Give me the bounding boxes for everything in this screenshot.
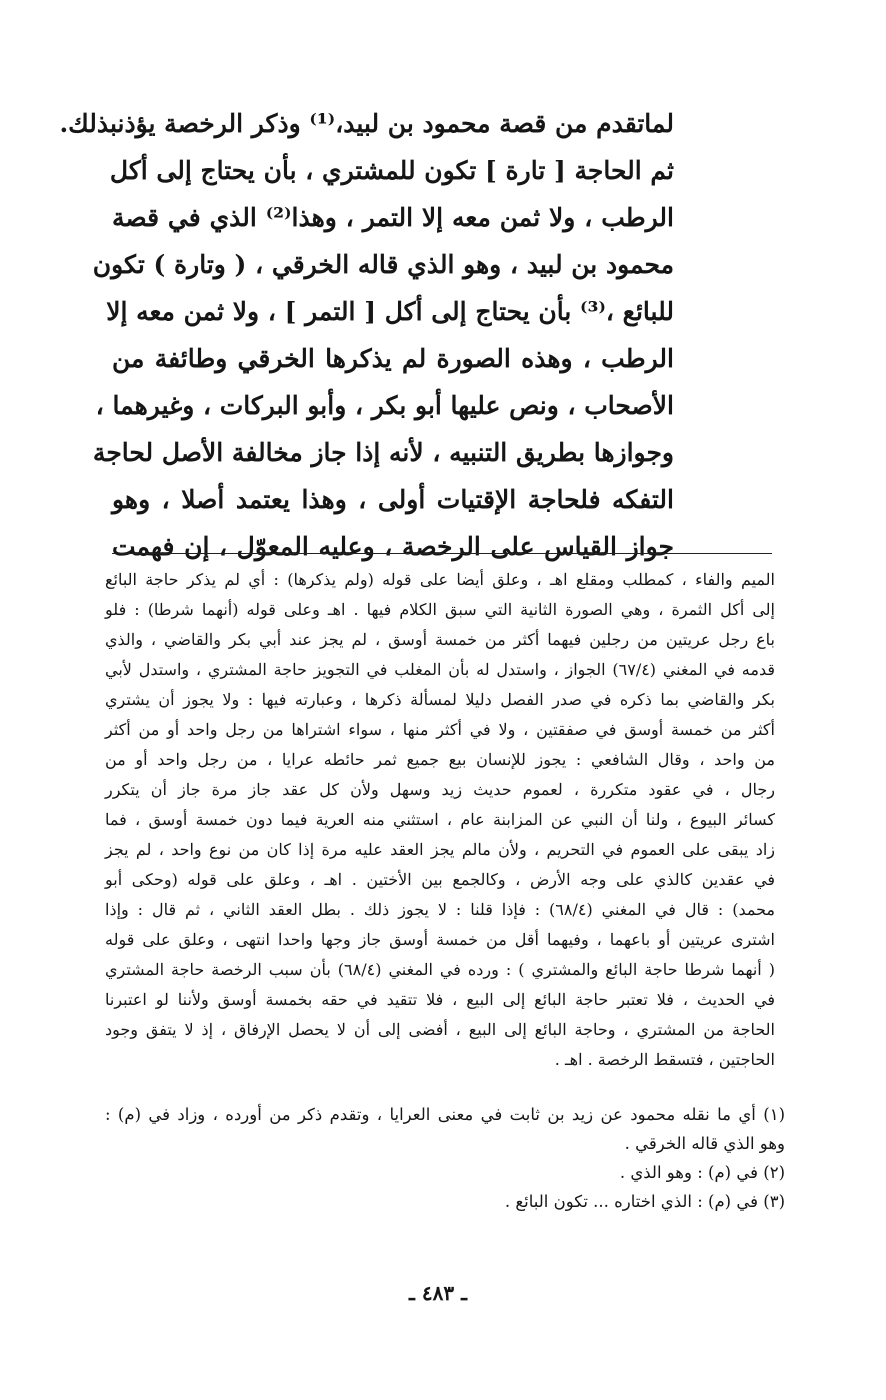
note-line: باع رجل عريتين من رجلين فيهما أكثر من خمسة أوسق ، لم يجز عند أبي بكر والقاضي ، والذي <box>105 630 775 649</box>
note-line: زاد يبقى على العموم في التحريم ، ولأن مالم يجز العقد عليه مرة إذا كان من نوع واحد ، لم يجز <box>105 840 775 859</box>
footnote-3: (٣) في (م) : الذي اختاره ... تكون البائع . <box>504 1192 785 1211</box>
main-text-line: وجوازها بطريق التنبيه ، لأنه إذا جاز مخالفة الأصل لحاجة <box>92 438 674 467</box>
note-line: في الحديث ، فلا تعتبر حاجة البائع إلى البيع ، فلا تتقيد في حقه بخمسة أوسق ولأننا لو اعتبرنا <box>105 990 775 1009</box>
main-text-line: للبائع ،⁽³⁾ بأن يحتاج إلى أكل [ التمر ] ، ولا ثمن معه إلا <box>106 297 674 326</box>
main-text-line: ثم الحاجة [ تارة ] تكون للمشتري ، بأن يحتاج إلى أكل <box>109 156 674 185</box>
main-text-line: محمود بن لبيد ، وهو الذي قاله الخرقي ، ( وتارة ) تكون <box>92 250 674 279</box>
note-line: قدمه في المغني (٦٧/٤) الجواز ، واستدل له بأن المغلب في التجويز حاجة المشتري ، واستدل لأبي <box>105 660 776 679</box>
note-line: في عقدين كالذي على وجه الأرض ، وكالجمع بين الأختين . اهـ ، وعلق على قوله (وحكى أبو <box>105 870 775 889</box>
main-text-block <box>59 100 674 570</box>
note-line: الحاجتين ، فتسقط الرخصة . اهـ . <box>554 1050 775 1069</box>
main-text-line: الرطب ، وهذه الصورة لم يذكرها الخرقي وطائفة من <box>112 344 674 373</box>
note-line: محمد) : قال في المغني (٦٨/٤) : فإذا قلنا : لا يجوز ذلك . بطل العقد الثاني ، ثم قال : وإذا <box>105 900 775 919</box>
page-number: ـ ٤٨٣ ـ <box>409 1281 467 1305</box>
footnotes-block <box>105 1100 785 1216</box>
note-line: كسائر البيوع ، ولنا أن النبي عن المزابنة عام ، استثني منه العرية فيما دون خمسة أوسق ، فما <box>105 810 775 829</box>
main-text-line: التفكه فلحاجة الإقتيات أولى ، وهذا يعتمد أصلا ، وهو <box>112 485 674 514</box>
note-line: رجال ، في عقود متكررة ، لعموم حديث زيد وسهل ولأن كل عقد جاز مرة جاز أن يتكرر <box>105 780 775 799</box>
note-line: الميم والفاء ، كمطلب ومقلع اهـ ، وعلق أيضا على قوله (ولم يذكرها) : أي لم يذكر حاجة البائع <box>105 570 775 589</box>
main-text-line: جواز القياس على الرخصة ، وعليه المعوّل ، إن فهمت <box>112 532 674 561</box>
note-line: إلى أكل الثمرة ، وهي الصورة الثانية التي سبق الكلام فيها . اهـ وعلى قوله (أنهما شرطا) : فلو <box>105 600 775 619</box>
footnote-1-continuation: وهو الذي قاله الخرقي . <box>624 1134 785 1153</box>
note-line: من واحد ، وقال الشافعي : يجوز للإنسان بيع جميع ثمر حائطه عرايا ، من رجل واحد أو من <box>105 750 775 769</box>
main-text-line: لماتقدم من قصة محمود بن لبيد،⁽¹⁾ وذكر الرخصة يؤذنبذلك. <box>59 109 674 138</box>
footnote-1: (١) أي ما نقله محمود عن زيد بن ثابت في معنى العرايا ، وتقدم ذكر من أورده ، وزاد في (م) : <box>105 1105 785 1124</box>
footnote-2: (٢) في (م) : وهو الذي . <box>619 1163 785 1182</box>
main-text-line: الرطب ، ولا ثمن معه إلا التمر ، وهذا⁽²⁾ الذي في قصة <box>112 203 674 232</box>
commentary-notes-block <box>105 565 775 1075</box>
note-line: ( أنهما شرطا حاجة البائع والمشتري ) : ورده في المغني (٦٨/٤) بأن سبب الرخصة حاجة المشتري <box>105 960 775 979</box>
note-line: الحاجة من المشتري ، وحاجة البائع إلى البيع ، أفضى إلى أن لا يحصل الإرفاق ، إذ لا يتفق وجود <box>105 1020 775 1039</box>
main-text-line: الأصحاب ، ونص عليها أبو بكر ، وأبو البركات ، وغيرهما ، <box>95 391 674 420</box>
note-line: بكر والقاضي بما ذكره في صدر الفصل دليلا لمسألة ذكرها ، وعبارته فيها : ولا يجوز أن يشتري <box>105 690 776 709</box>
note-line: أكثر من خمسة أوسق في صفقتين ، ولا في أكثر منها ، سواء اشتراها من رجل واحد أو من أكثر <box>105 720 775 739</box>
note-line: اشترى عريتين أو باعهما ، وفيهما أقل من خمسة أوسق جاز وجها واحدا انتهى ، وعلق على قوله <box>105 930 775 949</box>
footnote-separator <box>112 553 772 554</box>
